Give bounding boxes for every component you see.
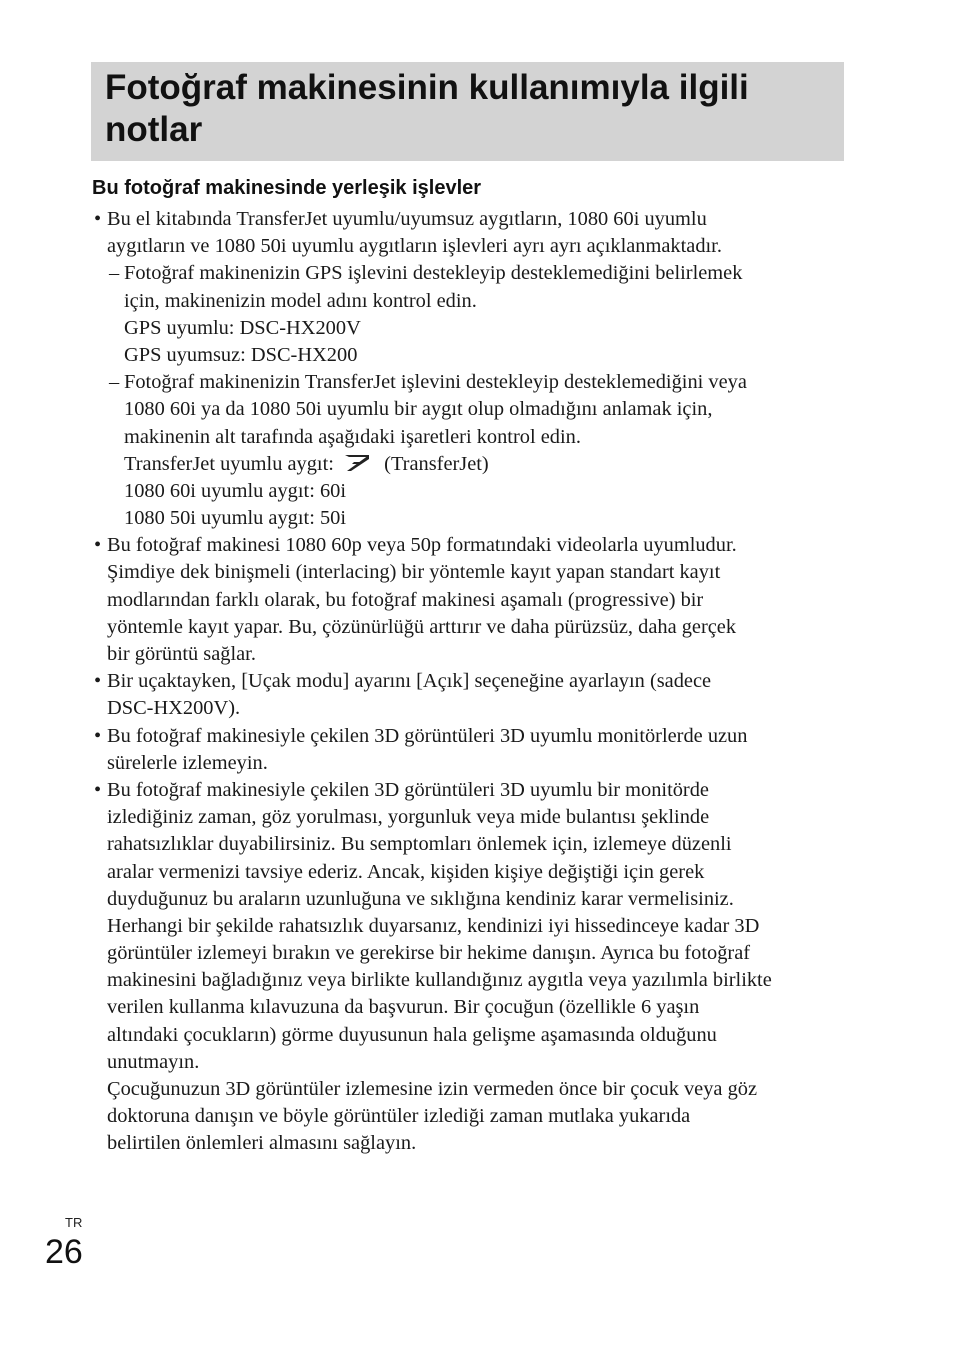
page-title	[105, 67, 830, 151]
text-line: 1080 60i uyumlu aygıt: 60i	[124, 479, 347, 502]
text-line: GPS uyumlu: DSC-HX200V	[124, 316, 361, 339]
transferjet-logo-icon	[343, 453, 375, 473]
bullet-marker: •	[94, 778, 102, 801]
text-line: belirtilen önlemleri almasını sağlayın.	[107, 1132, 417, 1155]
bullet-marker: •	[94, 208, 102, 230]
text-line: görüntüler izlemeyi bırakın ve gerekirse bir hekime danışın. Ayrıca bu fotoğraf	[107, 942, 751, 965]
section-heading: Bu fotoğraf makinesinde yerleşik işlevler	[92, 177, 482, 199]
text-line: 1080 60i ya da 1080 50i uyumlu bir aygıt olup olmadığını anlamak için,	[124, 398, 713, 421]
bullet-item-4	[94, 723, 854, 777]
text-line: Bu fotoğraf makinesi 1080 60p veya 50p formatındaki videolarla uyumludur.	[107, 534, 737, 557]
text-line: Bu fotoğraf makinesiyle çekilen 3D görüntüleri 3D uyumlu bir monitörde	[107, 778, 709, 801]
bullet-marker: •	[94, 534, 102, 557]
bullet-item-5	[94, 777, 854, 1158]
text-line: Herhangi bir şekilde rahatsızlık duyarsanız, kendinizi iyi hissedinceye kadar 3D	[107, 914, 760, 937]
language-code: TR	[65, 1215, 83, 1230]
text-line: DSC-HX200V).	[107, 697, 241, 720]
text-line: modlarından farklı olarak, bu fotoğraf makinesi aşamalı (progressive) bir	[107, 588, 704, 611]
page-title-line-2: notlar	[105, 110, 203, 149]
text-line: duyduğunuz bu araların uzunluğuna ve sıklığına kendiniz karar vermelisiniz.	[107, 887, 734, 910]
text-line: unutmayın.	[107, 1050, 200, 1073]
text-line: bir görüntü sağlar.	[107, 643, 256, 665]
text-line: aygıtların ve 1080 50i uyumlu aygıtların işlevleri ayrı ayrı açıklanmaktadır.	[107, 235, 722, 258]
bullet-marker: •	[94, 724, 102, 747]
transferjet-line	[94, 451, 854, 478]
text-line: GPS uyumsuz: DSC-HX200	[124, 343, 358, 366]
notes-body	[94, 206, 854, 1158]
page-number: 26	[45, 1233, 83, 1271]
text-line: Fotoğraf makinenizin TransferJet işlevini destekleyip desteklemediğini veya	[124, 371, 747, 394]
page-title-line-1: Fotoğraf makinesinin kullanımıyla ilgili	[105, 68, 749, 107]
text-line: Bu fotoğraf makinesiyle çekilen 3D görüntüleri 3D uyumlu monitörlerde uzun	[107, 724, 748, 747]
bullet-marker: •	[94, 670, 102, 693]
text-line: için, makinenizin model adını kontrol edin.	[124, 289, 477, 312]
dash-item-gps	[94, 260, 854, 369]
page-footer	[45, 1216, 83, 1270]
text-line: Çocuğunuzun 3D görüntüler izlemesine izin vermeden önce bir çocuk veya göz	[107, 1078, 758, 1100]
transferjet-label: TransferJet uyumlu aygıt:	[124, 452, 334, 475]
bullet-item-1	[94, 206, 854, 260]
text-line: Fotoğraf makinenizin GPS işlevini destekleyip desteklemediğini belirlemek	[124, 262, 743, 285]
bullet-item-2	[94, 532, 854, 668]
dash-marker: –	[109, 262, 120, 285]
text-line: izlediğiniz zaman, göz yorulması, yorgunluk veya mide bulantısı şeklinde	[107, 806, 710, 829]
text-line: altındaki çocukların) görme duyusunun hala gelişme aşamasında olduğunu	[107, 1023, 717, 1046]
dash-item-transferjet	[94, 369, 854, 532]
title-banner	[91, 62, 844, 161]
text-line: Bu el kitabında TransferJet uyumlu/uyumsuz aygıtların, 1080 60i uyumlu	[107, 208, 707, 230]
text-line: Şimdiye dek binişmeli (interlacing) bir yöntemle kayıt yapan standart kayıt	[107, 561, 721, 584]
text-line: 1080 50i uyumlu aygıt: 50i	[124, 507, 347, 530]
dash-marker: –	[109, 371, 120, 394]
transferjet-suffix: (TransferJet)	[384, 452, 489, 475]
text-line: yöntemle kayıt yapar. Bu, çözünürlüğü arttırır ve daha pürüzsüz, daha gerçek	[107, 615, 737, 638]
text-line: makinenin alt tarafında aşağıdaki işaretleri kontrol edin.	[124, 425, 581, 448]
text-line: doktoruna danışın ve böyle görüntüler izlediği zaman mutlaka yukarıda	[107, 1105, 691, 1128]
bullet-item-3	[94, 668, 854, 722]
text-line: rahatsızlıklar duyabilirsiniz. Bu semptomları önlemek için, izlemeye düzenli	[107, 833, 732, 856]
text-line: verilen kullanma kılavuzuna da başvurun. Bir çocuğun (özellikle 6 yaşın	[107, 996, 700, 1019]
text-line: Bir uçaktayken, [Uçak modu] ayarını [Açık] seçeneğine ayarlayın (sadece	[107, 670, 712, 693]
text-line: aralar vermenizi tavsiye ederiz. Ancak, kişiden kişiye değiştiği için gerek	[107, 860, 705, 883]
text-line: sürelerle izlemeyin.	[107, 751, 268, 774]
text-line: makinesini bağladığınız veya birlikte kullandığınız aygıtla veya yazılımla birlikte	[107, 969, 772, 992]
